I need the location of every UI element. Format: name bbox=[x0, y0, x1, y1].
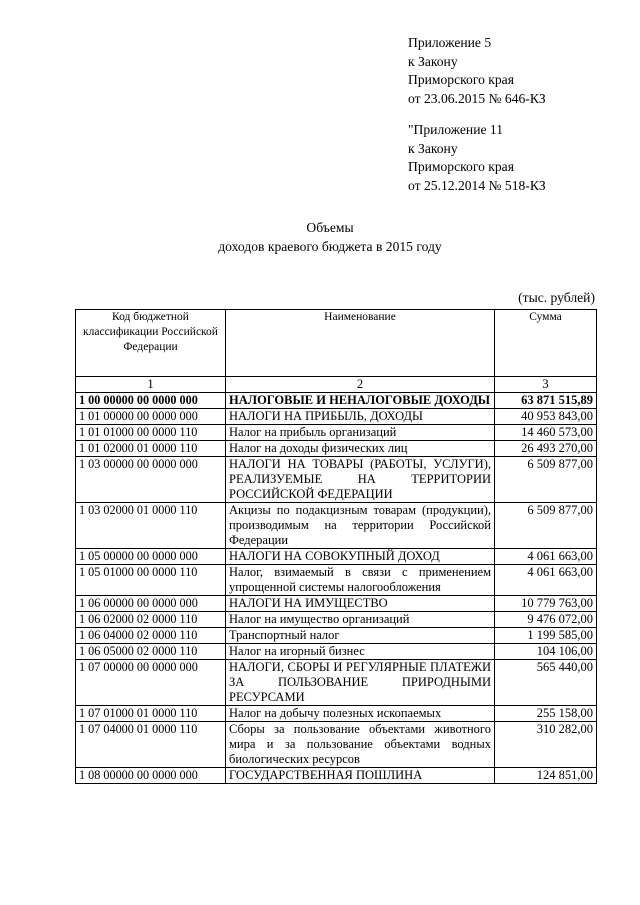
table-row bbox=[76, 393, 597, 409]
column-number: 3 bbox=[495, 377, 597, 393]
cell-name: НАЛОГИ НА ИМУЩЕСТВО bbox=[226, 596, 495, 612]
column-number: 1 bbox=[76, 377, 226, 393]
table-row bbox=[76, 768, 597, 784]
title-line: Объемы bbox=[306, 220, 354, 235]
cell-sum: 4 061 663,00 bbox=[495, 549, 597, 565]
cell-code: 1 03 00000 00 0000 000 bbox=[76, 457, 226, 503]
cell-sum: 104 106,00 bbox=[495, 644, 597, 660]
table-row bbox=[76, 596, 597, 612]
cell-sum: 6 509 877,00 bbox=[495, 457, 597, 503]
annex-line: от 23.06.2015 № 646-КЗ bbox=[408, 90, 546, 106]
cell-name: Сборы за пользование объектами животного мира и за пользование объектами водных биологических ресурсов bbox=[226, 722, 495, 768]
cell-name: Налог на игорный бизнес bbox=[226, 644, 495, 660]
table-row bbox=[76, 644, 597, 660]
cell-sum: 14 460 573,00 bbox=[495, 425, 597, 441]
table-header-row bbox=[76, 310, 597, 377]
cell-name: НАЛОГИ НА ТОВАРЫ (РАБОТЫ, УСЛУГИ), РЕАЛИЗУЕМЫЕ НА ТЕРРИТОРИИ РОССИЙСКОЙ ФЕДЕРАЦИИ bbox=[226, 457, 495, 503]
cell-sum: 4 061 663,00 bbox=[495, 565, 597, 596]
cell-sum: 40 953 843,00 bbox=[495, 409, 597, 425]
cell-name: НАЛОГИ НА СОВОКУПНЫЙ ДОХОД bbox=[226, 549, 495, 565]
cell-code: 1 06 05000 02 0000 110 bbox=[76, 644, 226, 660]
annex-line: Приложение 5 bbox=[408, 35, 492, 50]
table-row bbox=[76, 425, 597, 441]
annex-line: от 25.12.2014 № 518-КЗ bbox=[408, 177, 546, 193]
cell-sum: 63 871 515,89 bbox=[495, 393, 597, 409]
cell-code: 1 01 02000 01 0000 110 bbox=[76, 441, 226, 457]
table-row bbox=[76, 628, 597, 644]
column-number: 2 bbox=[226, 377, 495, 393]
title-line: доходов краевого бюджета в 2015 году bbox=[218, 239, 442, 254]
cell-code: 1 06 02000 02 0000 110 bbox=[76, 612, 226, 628]
budget-revenue-table bbox=[75, 309, 597, 784]
cell-code: 1 08 00000 00 0000 000 bbox=[76, 768, 226, 784]
cell-name: НАЛОГОВЫЕ И НЕНАЛОГОВЫЕ ДОХОДЫ bbox=[226, 393, 495, 409]
cell-sum: 255 158,00 bbox=[495, 706, 597, 722]
units-label: (тыс. рублей) bbox=[518, 290, 595, 305]
table-body bbox=[76, 393, 597, 784]
cell-name: Акцизы по подакцизным товарам (продукции), производимым на территории Российской Федерации bbox=[226, 503, 495, 549]
column-number-row bbox=[76, 377, 597, 393]
cell-code: 1 01 01000 00 0000 110 bbox=[76, 425, 226, 441]
cell-name: Налог на прибыль организаций bbox=[226, 425, 495, 441]
table-row bbox=[76, 441, 597, 457]
cell-code: 1 07 01000 01 0000 110 bbox=[76, 706, 226, 722]
cell-name: ГОСУДАРСТВЕННАЯ ПОШЛИНА bbox=[226, 768, 495, 784]
table-row bbox=[76, 612, 597, 628]
annex-original-reference bbox=[408, 121, 546, 195]
table-row bbox=[76, 549, 597, 565]
cell-sum: 124 851,00 bbox=[495, 768, 597, 784]
table-row bbox=[76, 722, 597, 768]
cell-code: 1 07 04000 01 0000 110 bbox=[76, 722, 226, 768]
cell-sum: 565 440,00 bbox=[495, 660, 597, 706]
header-sum: Сумма bbox=[495, 310, 597, 377]
header-name: Наименование bbox=[226, 310, 495, 377]
cell-name: Налог на имущество организаций bbox=[226, 612, 495, 628]
cell-sum: 9 476 072,00 bbox=[495, 612, 597, 628]
header-code: Код бюджетной классификации Российской Федерации bbox=[76, 310, 226, 377]
cell-sum: 26 493 270,00 bbox=[495, 441, 597, 457]
cell-name: НАЛОГИ НА ПРИБЫЛЬ, ДОХОДЫ bbox=[226, 409, 495, 425]
cell-sum: 6 509 877,00 bbox=[495, 503, 597, 549]
annex-line: "Приложение 11 bbox=[408, 122, 503, 137]
annex-current-reference bbox=[408, 34, 546, 108]
cell-code: 1 06 04000 02 0000 110 bbox=[76, 628, 226, 644]
cell-code: 1 01 00000 00 0000 000 bbox=[76, 409, 226, 425]
cell-code: 1 03 02000 01 0000 110 bbox=[76, 503, 226, 549]
cell-sum: 1 199 585,00 bbox=[495, 628, 597, 644]
cell-name: НАЛОГИ, СБОРЫ И РЕГУЛЯРНЫЕ ПЛАТЕЖИ ЗА ПОЛЬЗОВАНИЕ ПРИРОДНЫМИ РЕСУРСАМИ bbox=[226, 660, 495, 706]
annex-line: к Закону bbox=[408, 53, 458, 69]
table-row bbox=[76, 565, 597, 596]
cell-code: 1 06 00000 00 0000 000 bbox=[76, 596, 226, 612]
cell-code: 1 00 00000 00 0000 000 bbox=[76, 393, 226, 409]
cell-code: 1 05 00000 00 0000 000 bbox=[76, 549, 226, 565]
cell-name: Налог на добычу полезных ископаемых bbox=[226, 706, 495, 722]
document-title bbox=[0, 218, 640, 256]
annex-line: к Закону bbox=[408, 140, 458, 156]
annex-line: Приморского края bbox=[408, 159, 514, 174]
cell-sum: 310 282,00 bbox=[495, 722, 597, 768]
cell-name: Транспортный налог bbox=[226, 628, 495, 644]
table-row bbox=[76, 409, 597, 425]
cell-code: 1 07 00000 00 0000 000 bbox=[76, 660, 226, 706]
table-row bbox=[76, 503, 597, 549]
table-row bbox=[76, 706, 597, 722]
cell-name: Налог на доходы физических лиц bbox=[226, 441, 495, 457]
table-row bbox=[76, 660, 597, 706]
table-row bbox=[76, 457, 597, 503]
cell-name: Налог, взимаемый в связи с применением упрощенной системы налогообложения bbox=[226, 565, 495, 596]
cell-sum: 10 779 763,00 bbox=[495, 596, 597, 612]
annex-line: Приморского края bbox=[408, 72, 514, 87]
cell-code: 1 05 01000 00 0000 110 bbox=[76, 565, 226, 596]
